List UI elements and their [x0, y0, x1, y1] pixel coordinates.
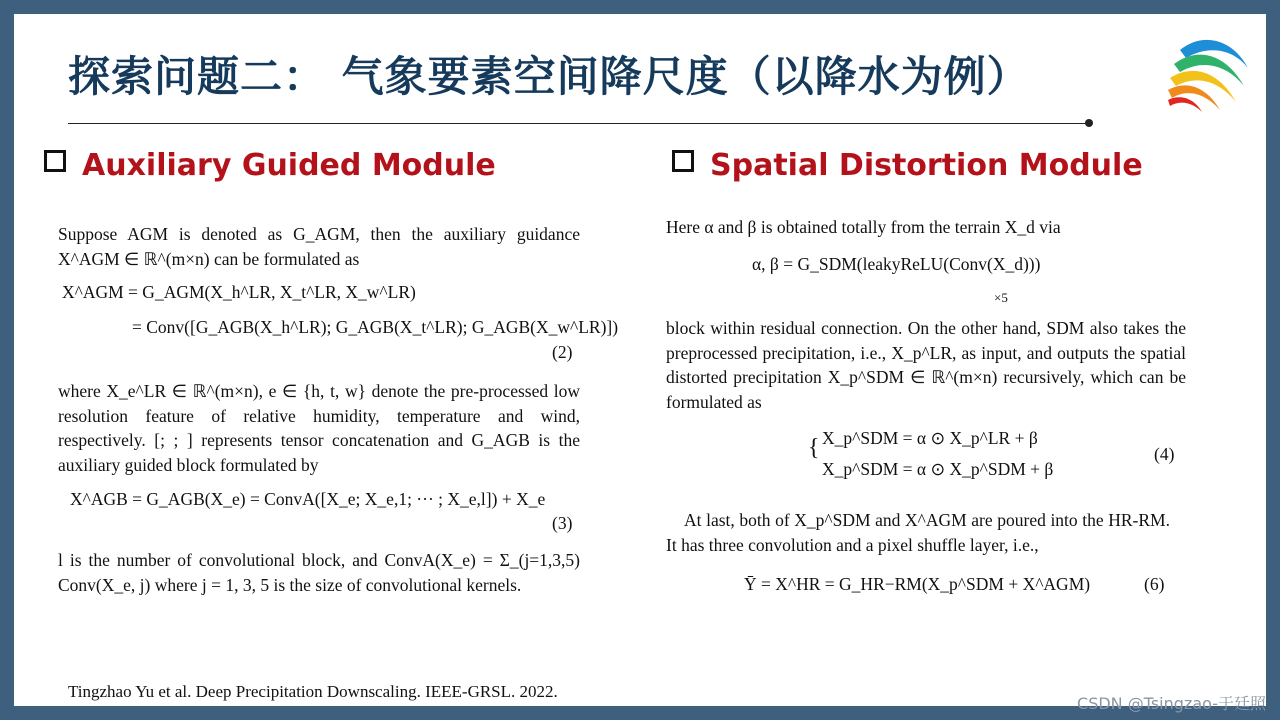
equation-4-brace: {	[808, 435, 820, 461]
equation-2-line-2: = Conv([G_AGB(X_h^LR); G_AGB(X_t^LR); G_AGB(X_w^LR)])	[132, 317, 619, 337]
equation-3: X^AGB = G_AGB(X_e) = ConvA([X_e; X_e,1; ··· ; X_e,l]) + X_e	[70, 489, 546, 509]
slide-title: 探索问题二： 气象要素空间降尺度（以降水为例）	[68, 52, 1030, 101]
sdm-paragraph-3: At last, both of X_p^SDM and X^AGM are poured into the HR-RM. It has three convolution and a pixel shuffle layer, i.e.,	[666, 510, 1170, 555]
agm-paragraph-2: where X_e^LR ∈ ℝ^(m×n), e ∈ {h, t, w} denote the pre-processed low resolution feature of relative humidity, temperature and wind, respectively. [; ; ] represents tensor concatenation and G_AGB is the auxiliary guided block formulated by	[58, 381, 580, 475]
citation-footer: Tingzhao Yu et al. Deep Precipitation Downscaling. IEEE-GRSL. 2022.	[68, 682, 558, 701]
bullet-square-icon	[672, 150, 694, 172]
section-heading-text: Auxiliary Guided Module	[82, 148, 496, 183]
equation-2-line-1: X^AGM = G_AGM(X_h^LR, X_t^LR, X_w^LR)	[62, 282, 416, 302]
equation-2-number: (2)	[552, 342, 573, 362]
sdm-paragraph-2: block within residual connection. On the other hand, SDM also takes the preprocessed precipitation, i.e., X_p^LR, as input, and outputs the spatial distorted precipitation X_p^SDM ∈ ℝ^(m×n) recursively, which can be formulated as	[666, 318, 1186, 412]
equation-sdm: α, β = G_SDM(leakyReLU(Conv(X_d)))	[752, 254, 1041, 274]
title-divider	[68, 123, 1088, 124]
equation-4-line-1: X_p^SDM = α ⊙ X_p^LR + β	[822, 428, 1038, 448]
equation-3-number: (3)	[552, 513, 573, 533]
equation-4-line-2: X_p^SDM = α ⊙ X_p^SDM + β	[822, 459, 1054, 479]
title-divider-dot	[1085, 119, 1093, 127]
equation-sdm-underbrace-label: ×5	[994, 290, 1008, 305]
agm-paragraph-3: l is the number of convolutional block, and ConvA(X_e) = Σ_(j=1,3,5) Conv(X_e, j) where j = 1, 3, 5 is the size of convolutional kernels.	[58, 550, 580, 595]
section-heading-text: Spatial Distortion Module	[710, 148, 1143, 183]
agm-paragraph-1: Suppose AGM is denoted as G_AGM, then the auxiliary guidance X^AGM ∈ ℝ^(m×n) can be formulated as	[58, 224, 580, 269]
bullet-square-icon	[44, 150, 66, 172]
slide	[14, 14, 1266, 706]
equation-4-number: (4)	[1154, 444, 1175, 464]
colorful-swoosh-logo-icon	[1162, 28, 1252, 114]
watermark: CSDN @Tsingzao-于廷照	[1077, 694, 1266, 713]
equation-6: Ȳ = X^HR = G_HR−RM(X_p^SDM + X^AGM)	[744, 574, 1091, 594]
section-heading-agm	[44, 148, 496, 183]
sdm-paragraph-1: Here α and β is obtained totally from the terrain X_d via	[666, 217, 1061, 237]
section-heading-sdm	[672, 148, 1143, 183]
equation-6-number: (6)	[1144, 574, 1165, 594]
